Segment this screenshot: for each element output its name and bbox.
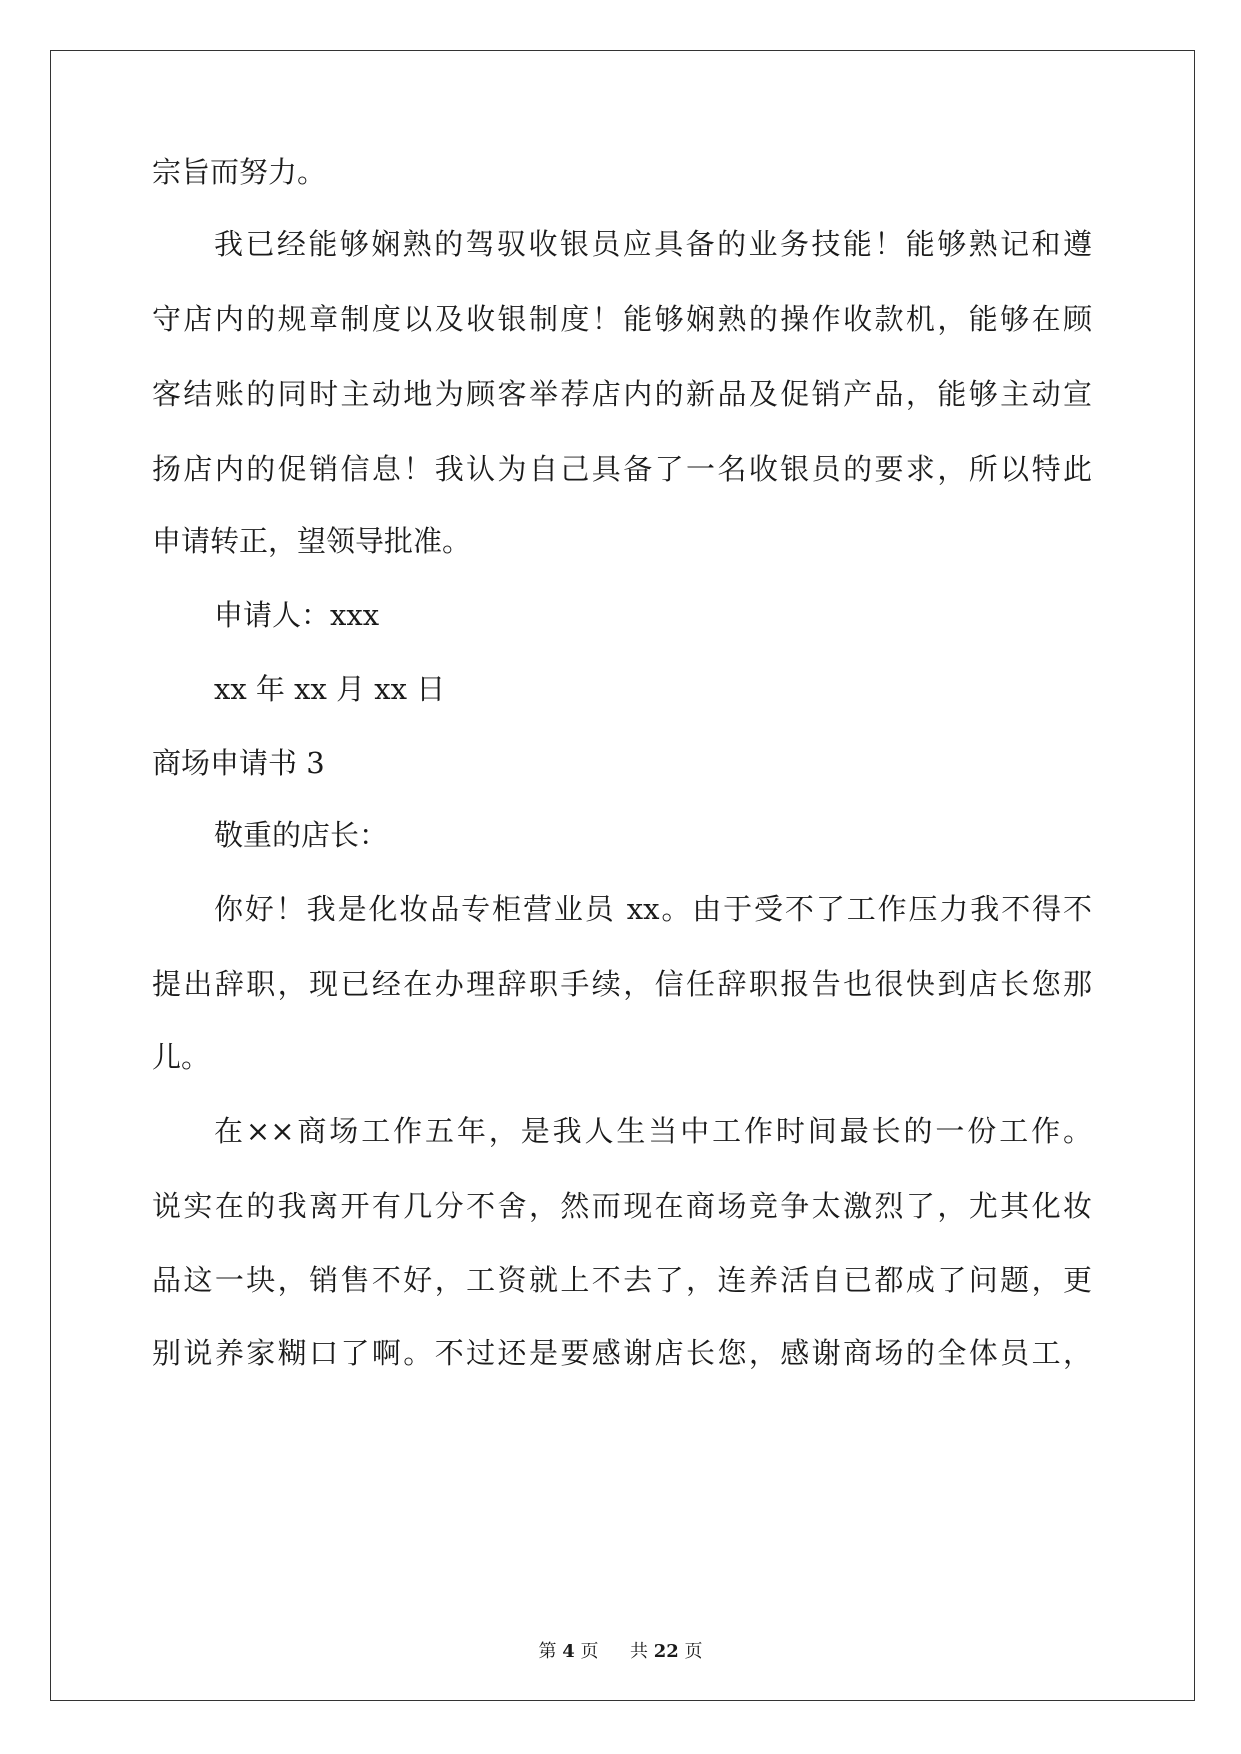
paragraph-line-11: 说实在的我离开有几分不舍，然而现在商场竞争太激烈了，尤其化妆 xyxy=(152,1189,1092,1223)
paragraph-line-7: 你好！我是化妆品专柜营业员 xx。由于受不了工作压力我不得不 xyxy=(214,892,1092,926)
page-number: 4 xyxy=(562,1641,575,1662)
paragraph-line-13: 别说养家糊口了啊。不过还是要感谢店长您，感谢商场的全体员工， xyxy=(152,1336,1092,1370)
section-title: 商场申请书 3 xyxy=(152,746,325,780)
date-line: xx 年 xx 月 xx 日 xyxy=(214,672,446,706)
total-suffix: 页 xyxy=(684,1641,703,1662)
paragraph-line-12: 品这一块，销售不好，工资就上不去了，连养活自已都成了问题，更 xyxy=(152,1263,1092,1297)
paragraph-line-4: 客结账的同时主动地为顾客举荐店内的新品及促销产品，能够主动宣 xyxy=(152,377,1092,411)
total-prefix: 共 xyxy=(629,1641,648,1662)
paragraph-line-8: 提出辞职，现已经在办理辞职手续，信任辞职报告也很快到店长您那 xyxy=(152,967,1092,1001)
salutation-line: 敬重的店长： xyxy=(214,818,389,852)
page-prefix: 第 xyxy=(538,1641,557,1662)
total-pages: 22 xyxy=(653,1641,679,1662)
paragraph-line-3: 守店内的规章制度以及收银制度！能够娴熟的操作收款机，能够在顾 xyxy=(152,302,1092,336)
paragraph-line-6: 申请转正，望领导批准。 xyxy=(152,524,472,558)
paragraph-line-2: 我已经能够娴熟的驾驭收银员应具备的业务技能！能够熟记和遵 xyxy=(214,227,1092,261)
paragraph-line-10: 在××商场工作五年，是我人生当中工作时间最长的一份工作。 xyxy=(214,1114,1092,1148)
page-footer xyxy=(0,1637,1241,1663)
page-border xyxy=(50,50,1195,1701)
applicant-line: 申请人：xxx xyxy=(214,598,380,632)
paragraph-line-1: 宗旨而努力。 xyxy=(152,155,327,189)
page-suffix: 页 xyxy=(580,1641,599,1662)
paragraph-line-5: 扬店内的促销信息！我认为自己具备了一名收银员的要求，所以特此 xyxy=(152,452,1092,486)
paragraph-line-9: 儿。 xyxy=(152,1040,211,1074)
